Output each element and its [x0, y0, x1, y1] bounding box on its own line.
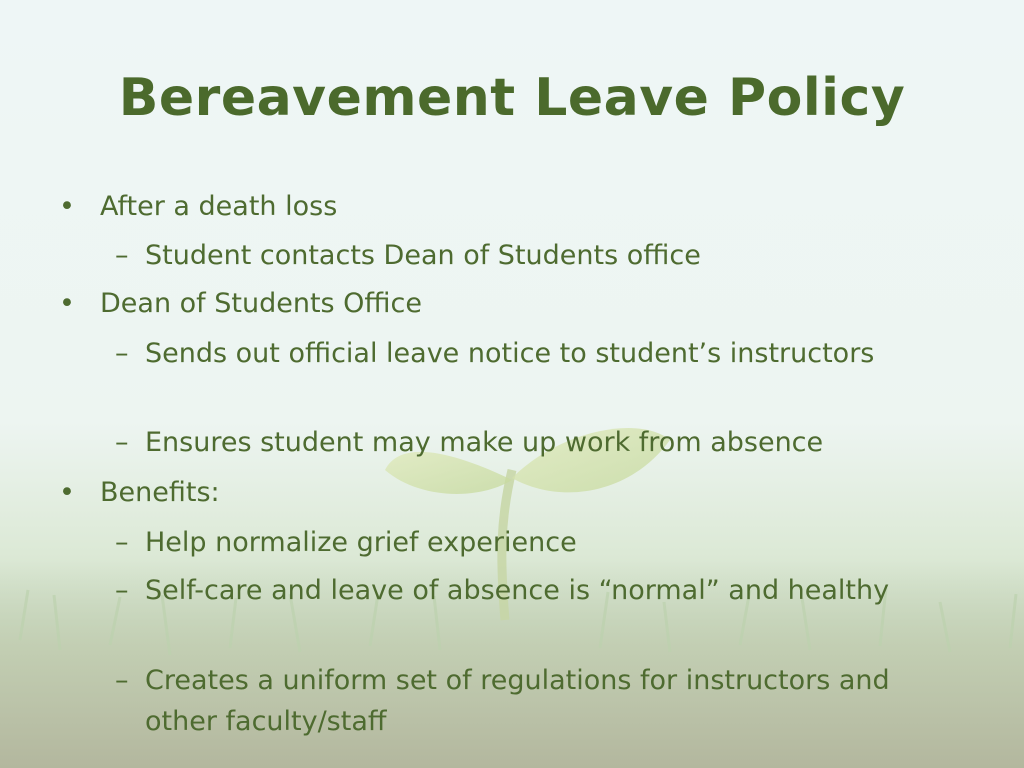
sub-bullet-text: Help normalize grief experience	[145, 527, 577, 558]
sub-bullet-item	[115, 570, 945, 611]
bullet-marker: •	[59, 191, 75, 222]
sub-bullet-item	[115, 422, 945, 463]
slide-title: Bereavement Leave Policy	[118, 68, 906, 128]
dash-marker: –	[115, 575, 129, 606]
sub-bullet-text: Self-care and leave of absence is “normal” and healthy	[145, 575, 890, 606]
sub-bullet-item	[115, 660, 945, 742]
dash-marker: –	[115, 527, 129, 558]
bullet-item	[59, 186, 980, 227]
dash-marker: –	[115, 427, 129, 458]
bullet-marker: •	[59, 288, 75, 319]
bullet-item	[59, 283, 980, 324]
sub-bullet-text: Sends out official leave notice to student’s instructors	[145, 338, 875, 369]
sub-bullet-item	[115, 333, 945, 374]
bullet-text: Benefits:	[100, 477, 220, 508]
bullet-item	[59, 472, 980, 513]
bullet-text: After a death loss	[100, 191, 338, 222]
dash-marker: –	[115, 338, 129, 369]
dash-marker: –	[115, 665, 129, 696]
sub-bullet-text: Creates a uniform set of regulations for instructors and other faculty/staff	[145, 665, 890, 737]
bullet-marker: •	[59, 477, 75, 508]
sub-bullet-item	[115, 522, 945, 563]
bullet-text: Dean of Students Office	[100, 288, 422, 319]
sub-bullet-text: Ensures student may make up work from absence	[145, 427, 824, 458]
sub-bullet-text: Student contacts Dean of Students office	[145, 240, 701, 271]
dash-marker: –	[115, 240, 129, 271]
sub-bullet-item	[115, 235, 945, 276]
